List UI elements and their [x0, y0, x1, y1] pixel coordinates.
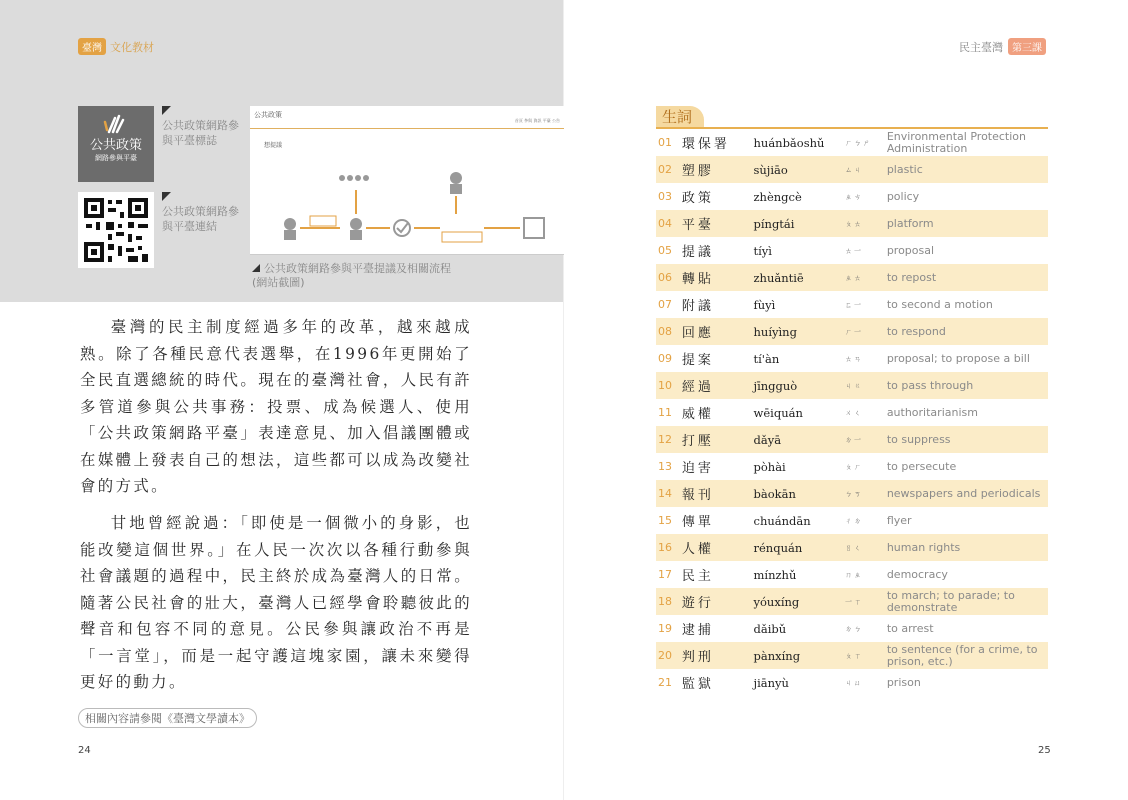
- vocab-bopomofo: ㄆㄏ: [845, 462, 864, 471]
- vocab-word: 逮捕: [681, 623, 714, 638]
- vocab-pinyin: yóuxíng: [753, 594, 800, 609]
- vocab-number: 04: [658, 217, 672, 230]
- vocab-word: 轉貼: [681, 272, 714, 287]
- raised-hands-icon: [78, 112, 154, 139]
- vocab-table: [656, 129, 1048, 696]
- vocab-bopomofo: ㄉ一: [845, 435, 864, 444]
- vocab-word: 政策: [681, 191, 714, 206]
- vocab-row: [656, 345, 1048, 372]
- logo-title: 公共政策: [89, 138, 142, 153]
- vocab-number: 12: [658, 433, 672, 446]
- vocab-word: 人權: [681, 542, 714, 557]
- vocab-row: [656, 588, 1048, 615]
- vocab-pinyin: tíyì: [753, 243, 772, 258]
- vocab-number: 10: [658, 379, 672, 392]
- reference-note: 相關內容請參閱《臺灣文學讀本》: [78, 708, 257, 728]
- vocab-word: 環保署: [681, 137, 730, 152]
- vocab-number: 13: [658, 460, 672, 473]
- vocab-bopomofo: ㄓㄘ: [845, 192, 864, 201]
- vocab-definition: authoritarianism: [886, 405, 978, 419]
- paragraph-text: 臺灣的民主制度經過多年的改革，越來越成熟。除了各種民意代表選舉，在1996年更開始了全民直選總統的時代。現在的臺灣社會，人民有許多管道參與公共事務：投票、成為候選人、使用「公共政策網路平臺」表達意見、加入倡議團體或在媒體上發表自己的想法，這些都可以成為改變社會的方式。: [80, 318, 472, 495]
- screenshot-logo: 公共政策: [254, 111, 282, 119]
- vocab-row: [656, 480, 1048, 507]
- vocab-pinyin: chuándān: [753, 513, 811, 528]
- vocab-pinyin: wēiquán: [753, 405, 803, 420]
- vocab-row: [656, 237, 1048, 264]
- qr-side-text: 公共政策網路參與平臺連結: [162, 205, 239, 233]
- pointer-triangle-icon: [252, 264, 260, 272]
- vocab-row: [656, 183, 1048, 210]
- vocab-bopomofo: ㄈ一: [845, 300, 864, 309]
- vocab-pinyin: jiānyù: [753, 675, 789, 690]
- vocab-row: [656, 399, 1048, 426]
- screenshot-nav: 首頁 參與 資訊 平臺 公告: [514, 118, 560, 123]
- vocab-row: [656, 318, 1048, 345]
- vocab-pinyin: dǎibǔ: [753, 621, 787, 636]
- vocab-pinyin: huíyìng: [753, 324, 797, 339]
- vocab-bopomofo: ㄆㄊ: [845, 219, 864, 228]
- vocab-number: 07: [658, 298, 672, 311]
- vocab-row: [656, 372, 1048, 399]
- qr-code-icon: [78, 192, 154, 268]
- vocab-bopomofo: ㄖㄑ: [845, 543, 864, 552]
- vocab-definition: Environmental Protection Administration: [886, 129, 1026, 155]
- vocab-bopomofo: ㄨㄑ: [845, 408, 864, 417]
- logo-side-text: 公共政策網路參與平臺標誌: [162, 119, 239, 147]
- vocab-bopomofo: ㄓㄊ: [845, 273, 864, 282]
- vocab-bopomofo: ㄏㄅㄕ: [845, 138, 873, 147]
- caption-line-2: (網站截圖): [252, 276, 305, 289]
- pointer-triangle-icon: [162, 106, 171, 115]
- vocab-definition: flyer: [886, 513, 912, 527]
- vocab-number: 05: [658, 244, 672, 257]
- vocab-number: 14: [658, 487, 672, 500]
- vocab-number: 01: [658, 136, 672, 149]
- vocab-word: 回應: [681, 326, 714, 341]
- vocab-pinyin: pòhài: [753, 459, 786, 474]
- vocab-number: 08: [658, 325, 672, 338]
- paragraph-text: 甘地曾經說過：「即使是一個微小的身影，也能改變這個世界。」在人民一次次以各種行動參與社會議題的過程中，民主終於成為臺灣人的日常。隨著公民社會的壯大，臺灣人已經學會聆聽彼此的聲音和包容不同的意見。公民參與讓政治不再是「一言堂」，而是一起守護這塊家園，讓未來變得更好的動力。: [80, 514, 472, 691]
- vocab-number: 17: [658, 568, 672, 581]
- vocab-definition: to pass through: [886, 378, 974, 392]
- qr-code[interactable]: [78, 192, 154, 268]
- lesson-badge: 第三課: [1008, 38, 1046, 55]
- vocab-row: [656, 453, 1048, 480]
- vocab-number: 03: [658, 190, 672, 203]
- vocab-pinyin: pànxíng: [753, 648, 801, 663]
- screenshot-caption: [252, 262, 451, 290]
- vocab-definition: proposal; to propose a bill: [886, 351, 1030, 365]
- vocab-bopomofo: ㄙㄐ: [845, 165, 864, 174]
- vocab-definition: human rights: [886, 540, 961, 554]
- vocab-pinyin: tí'àn: [753, 351, 780, 366]
- vocab-word: 經過: [681, 380, 714, 395]
- vocab-pinyin: píngtái: [753, 216, 795, 231]
- vocab-row: [656, 534, 1048, 561]
- vocab-bopomofo: ㄇㄓ: [845, 570, 864, 579]
- vocab-number: 18: [658, 595, 672, 608]
- lesson-header: [959, 38, 1046, 55]
- vocab-row: [656, 561, 1048, 588]
- screenshot-section-title: 想提議: [264, 142, 283, 149]
- body-paragraph-1: [80, 314, 472, 500]
- body-paragraph-2: [80, 510, 472, 696]
- vocab-word: 判刑: [681, 650, 714, 665]
- screenshot-header: [250, 106, 564, 129]
- vocab-number: 02: [658, 163, 672, 176]
- qr-side-label: [162, 192, 248, 234]
- vocab-bopomofo: ㄊ一: [845, 246, 864, 255]
- vocab-bopomofo: ㄊㄢ: [845, 354, 864, 363]
- vocab-definition: democracy: [886, 567, 948, 581]
- vocab-bopomofo: 一ㄒ: [845, 597, 864, 606]
- vocab-word: 遊行: [681, 596, 714, 611]
- vocab-bopomofo: ㄐㄍ: [845, 381, 864, 390]
- vocab-definition: policy: [886, 189, 920, 203]
- vocab-word: 平臺: [681, 218, 714, 233]
- vocab-pinyin: sùjiāo: [753, 162, 788, 177]
- vocab-definition: to suppress: [886, 432, 951, 446]
- vocab-word: 迫害: [681, 461, 714, 476]
- vocab-definition: newspapers and periodicals: [886, 486, 1041, 500]
- page-number-right: 25: [1038, 745, 1051, 756]
- vocab-number: 20: [658, 649, 672, 662]
- vocab-row: [656, 669, 1048, 696]
- caption-line-1: 公共政策網路參與平臺提議及相關流程: [264, 262, 451, 275]
- logo-subtitle: 網路參與平臺: [95, 154, 137, 162]
- vocab-pinyin: jīngguò: [753, 378, 798, 393]
- vocab-row: [656, 291, 1048, 318]
- vocab-word: 報刊: [681, 488, 714, 503]
- vocab-number: 06: [658, 271, 672, 284]
- vocab-definition: to second a motion: [886, 297, 993, 311]
- vocab-definition: platform: [886, 216, 934, 230]
- vocab-definition: to repost: [886, 270, 937, 284]
- vocab-definition: to arrest: [886, 621, 934, 635]
- vocab-pinyin: fùyì: [753, 297, 776, 312]
- book-series-label: [78, 38, 154, 55]
- vocab-row: [656, 129, 1048, 156]
- vocab-word: 威權: [681, 407, 714, 422]
- vocab-row: [656, 642, 1048, 669]
- vocab-heading: 生詞: [656, 106, 704, 128]
- vocab-pinyin: bàokān: [753, 486, 796, 501]
- vocab-number: 16: [658, 541, 672, 554]
- vocab-number: 09: [658, 352, 672, 365]
- book-series-tag: 臺灣: [78, 38, 106, 55]
- vocab-word: 提議: [681, 245, 714, 260]
- logo-side-label: [162, 106, 248, 148]
- vocab-pinyin: zhuǎntiē: [753, 270, 804, 285]
- vocab-row: [656, 615, 1048, 642]
- vocab-definition: to march; to parade; to demonstrate: [886, 588, 1015, 614]
- vocab-bopomofo: ㄉㄅ: [845, 624, 864, 633]
- vocab-bopomofo: ㄔㄉ: [845, 516, 864, 525]
- vocab-number: 11: [658, 406, 672, 419]
- vocab-word: 附議: [681, 299, 714, 314]
- vocab-row: [656, 507, 1048, 534]
- vocab-pinyin: huánbǎoshǔ: [753, 135, 825, 150]
- vocab-number: 15: [658, 514, 672, 527]
- website-screenshot: [250, 106, 564, 255]
- vocab-pinyin: zhèngcè: [753, 189, 802, 204]
- vocab-row: [656, 264, 1048, 291]
- vocab-bopomofo: ㄆㄒ: [845, 651, 864, 660]
- vocab-pinyin: rénquán: [753, 540, 803, 555]
- vocab-word: 監獄: [681, 677, 714, 692]
- vocab-definition: proposal: [886, 243, 935, 257]
- vocab-pinyin: dǎyā: [753, 432, 782, 447]
- vocab-definition: to sentence (for a crime, to prison, etc.): [886, 642, 1038, 668]
- vocab-definition: to persecute: [886, 459, 957, 473]
- vocab-word: 塑膠: [681, 164, 714, 179]
- platform-logo: [78, 106, 154, 182]
- vocab-row: [656, 156, 1048, 183]
- pointer-triangle-icon: [162, 192, 171, 201]
- vocab-bopomofo: ㄏ一: [845, 327, 864, 336]
- vocab-number: 21: [658, 676, 672, 689]
- proposal-flow-diagram: [280, 166, 560, 246]
- vocab-word: 傳單: [681, 515, 714, 530]
- vocab-row: [656, 426, 1048, 453]
- vocab-definition: prison: [886, 675, 921, 689]
- vocab-pinyin: mínzhǔ: [753, 567, 797, 582]
- vocab-word: 打壓: [681, 434, 714, 449]
- page-number-left: 24: [78, 745, 91, 756]
- lesson-title: 民主臺灣: [959, 40, 1003, 54]
- book-series-text: 文化教材: [110, 40, 154, 54]
- vocab-definition: plastic: [886, 162, 923, 176]
- vocab-word: 民主: [681, 569, 714, 584]
- vocab-word: 提案: [681, 353, 714, 368]
- vocab-bopomofo: ㄅㄎ: [845, 489, 864, 498]
- vocab-bopomofo: ㄐㄩ: [845, 678, 864, 687]
- vocab-number: 19: [658, 622, 672, 635]
- vocab-definition: to respond: [886, 324, 946, 338]
- vocab-row: [656, 210, 1048, 237]
